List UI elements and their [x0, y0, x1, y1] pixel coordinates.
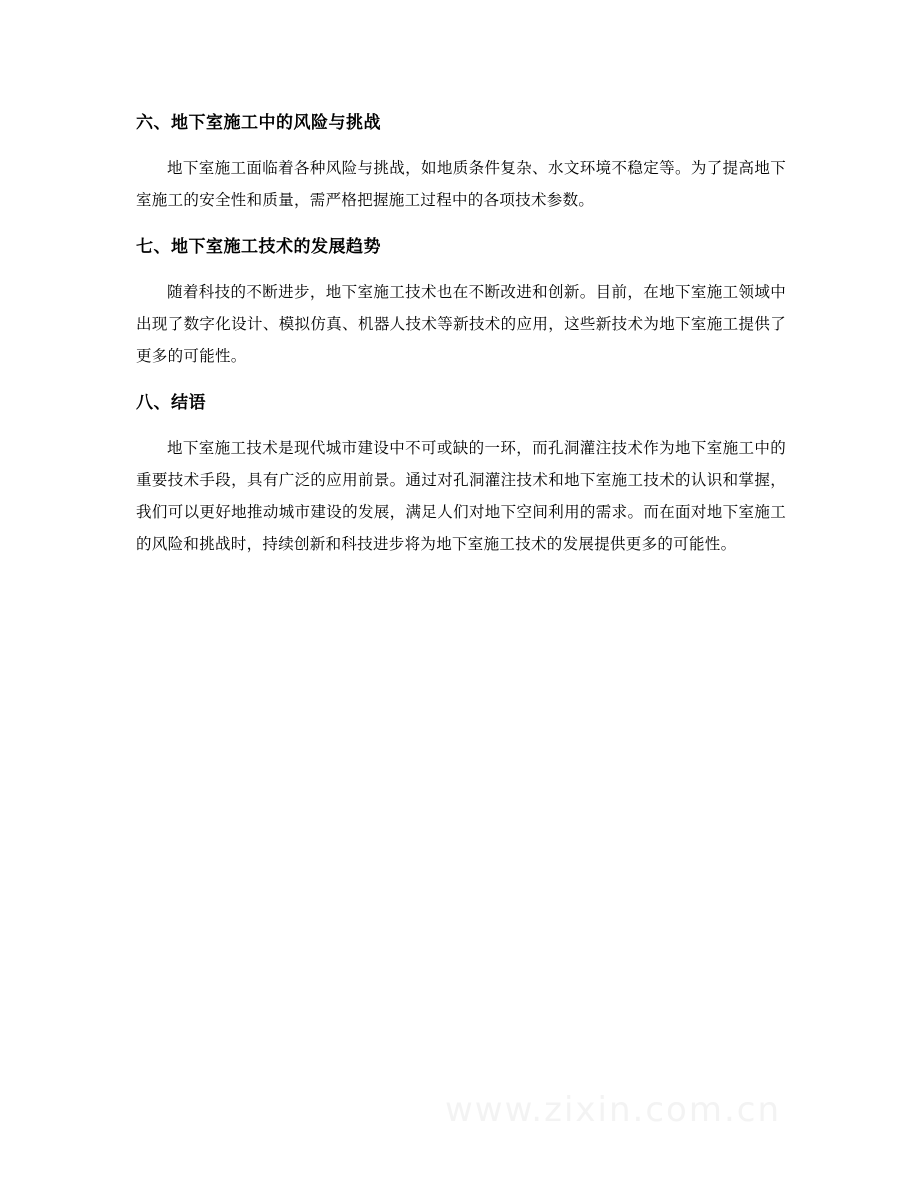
- watermark: www.zixin.com.cn: [445, 1090, 781, 1130]
- section-paragraph: 地下室施工面临着各种风险与挑战，如地质条件复杂、水文环境不稳定等。为了提高地下室施工的安全性和质量，需严格把握施工过程中的各项技术参数。: [136, 159, 786, 209]
- section-paragraph: 地下室施工技术是现代城市建设中不可或缺的一环，而孔洞灌注技术作为地下室施工中的重要技术手段，具有广泛的应用前景。通过对孔洞灌注技术和地下室施工技术的认识和掌握，我们可以更好地推动城市建设的发展，满足人们对地下空间利用的需求。而在面对地下室施工的风险和挑战时，持续创新和科技进步将为地下室施工技术的发展提供更多的可能性。: [136, 439, 786, 553]
- section-paragraph: 随着科技的不断进步，地下室施工技术也在不断改进和创新。目前，在地下室施工领域中出现了数字化设计、模拟仿真、机器人技术等新技术的应用，这些新技术为地下室施工提供了更多的可能性。: [136, 283, 786, 365]
- section-trends: [136, 231, 786, 372]
- section-heading: 七、地下室施工技术的发展趋势: [136, 237, 381, 257]
- section-heading: 六、地下室施工中的风险与挑战: [136, 113, 381, 133]
- section-risks: [136, 107, 786, 216]
- section-heading: 八、结语: [136, 393, 206, 413]
- document-body: [136, 107, 786, 575]
- section-conclusion: [136, 387, 786, 560]
